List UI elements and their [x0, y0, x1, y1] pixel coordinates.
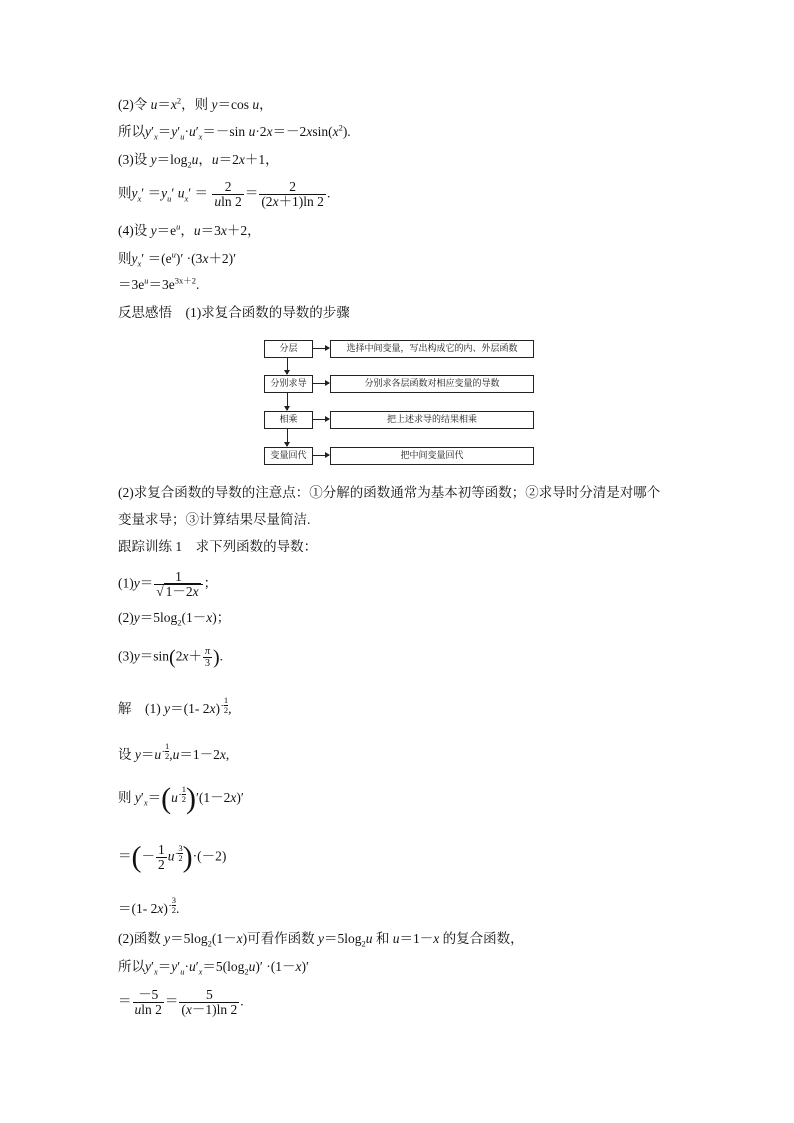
exponent: - $\frac{3}{2}$: [168, 895, 176, 915]
notes-line-2: 变量求导；③计算结果尽量简洁.: [118, 512, 311, 527]
exponent: - $\frac{3}{2}$: [175, 842, 183, 863]
solution-1-step: ＝(－ $\frac{1}{2}$ u- $\frac{3}{2}$ )·(－2): [118, 840, 227, 874]
arrow-right-icon: [312, 383, 329, 384]
solution-1-chain: 则 $y'_x=(u-$ $\frac{1}{2}$ )′(1－2x)′: [118, 781, 244, 815]
flow-desc-multiply: 把上述求导的结果相乘: [330, 411, 534, 429]
flow-step-derive: 分别求导: [264, 375, 313, 393]
arrow-right-icon: [312, 419, 329, 420]
exercise-heading: 跟踪训练 1 求下列函数的导数：: [118, 539, 318, 554]
exponent: - $\frac{1}{2}$: [178, 784, 186, 804]
question-1: (1)y＝ $\frac{1}{√ 1-2x}$ ；: [118, 569, 218, 599]
line-2-result: 所以$y'_x=y'_u\cdot u'_x=-\sin$ $u\cdot 2x=-2xsin(x^2)$.: [118, 122, 351, 142]
flow-step-multiply: 相乘: [264, 411, 313, 429]
flow-desc-layer: 选择中间变量，写出构成它的内、外层函数: [330, 340, 534, 358]
fraction: $\frac{2}{(2x+1)\ln 2}$: [261, 179, 324, 209]
line-3-result: 则$y_x' =y_u'$ $u_x'$ ＝ $\frac{2}{uln 2}$ ＝ $\frac{2}{(2x+1)\ln 2}$ .: [118, 179, 331, 209]
solution-1-substitution: 设 y＝u- $\frac{1}{2}$ ,u＝1－2x,: [118, 741, 230, 762]
exponent: - $\frac{1}{2}$: [221, 695, 229, 715]
arrow-down-icon: [287, 429, 288, 446]
line-4-result: $=3e^u=3e^{3x+2}$.: [118, 275, 200, 292]
fraction: $\frac{1}{2}$: [158, 842, 165, 872]
flow-step-substitute: 变量回代: [264, 447, 313, 465]
arrow-down-icon: [287, 393, 288, 410]
fraction: $\frac{2}{uln 2}$: [214, 179, 242, 209]
solution-1-result: ＝(1- 2x)- $\frac{3}{2}$ .: [118, 895, 180, 916]
reflection-heading: 反思感悟 (1)求复合函数的导数的步骤: [118, 305, 350, 320]
solution-1-rewrite: 解 (1) y＝(1- 2x)- $\frac{1}{2}$ ,: [118, 695, 232, 716]
arrow-right-icon: [312, 455, 329, 456]
flow-desc-substitute: 把中间变量回代: [330, 447, 534, 465]
arrow-right-icon: [312, 348, 329, 349]
flow-desc-derive: 分别求各层函数对相应变量的导数: [330, 375, 534, 393]
flow-step-layer: 分层: [264, 340, 313, 358]
line-3-substitution: (3)设 $y=\log_2u$，u＝2x＋1，: [118, 152, 279, 170]
line-2-substitution: (2)令 $u=x^2$，则 y＝cos u，: [118, 95, 273, 112]
line-4-chain: 则$y_x' =(e^u)' \cdot(3x+2)'$: [118, 249, 237, 269]
fraction: $\frac{\pi}{3}$: [204, 646, 210, 669]
question-2: $(2)y=5\log_2(1-x)$；: [118, 610, 231, 628]
line-4-substitution: (4)设 $y=e^u$，u＝3x＋2，: [118, 221, 261, 238]
notes-line-1: (2)求复合函数的导数的注意点：①分解的函数通常为基本初等函数；②求导时分清是对哪个: [118, 485, 661, 500]
exponent: - $\frac{1}{2}$: [162, 741, 170, 761]
solution-2-result: ＝ $\frac{-5}{uln 2}$ ＝ $\frac{5}{(x-1)\ln 2}$ .: [118, 987, 244, 1017]
fraction: $\frac{1}{√ 1-2x}$: [154, 570, 202, 599]
question-3: (3)y＝sin(2x＋ $\frac{\pi}{3}$ ).: [118, 646, 223, 669]
solution-2-decompose: (2)函数 $y=5\log_2(1-x)$可看作函数 $y=5\log_2u$ 和 u＝1－x 的复合函数，: [118, 931, 524, 949]
fraction: $\frac{5}{(x-1)\ln 2}$: [181, 987, 238, 1017]
solution-2-chain: 所以$y'_x=y'_u\cdot u'_x=5(\log_2u)' \cdot(1-x)'$: [118, 959, 309, 977]
arrow-down-icon: [287, 358, 288, 374]
fraction: $\frac{-5}{uln 2}$: [134, 987, 162, 1017]
